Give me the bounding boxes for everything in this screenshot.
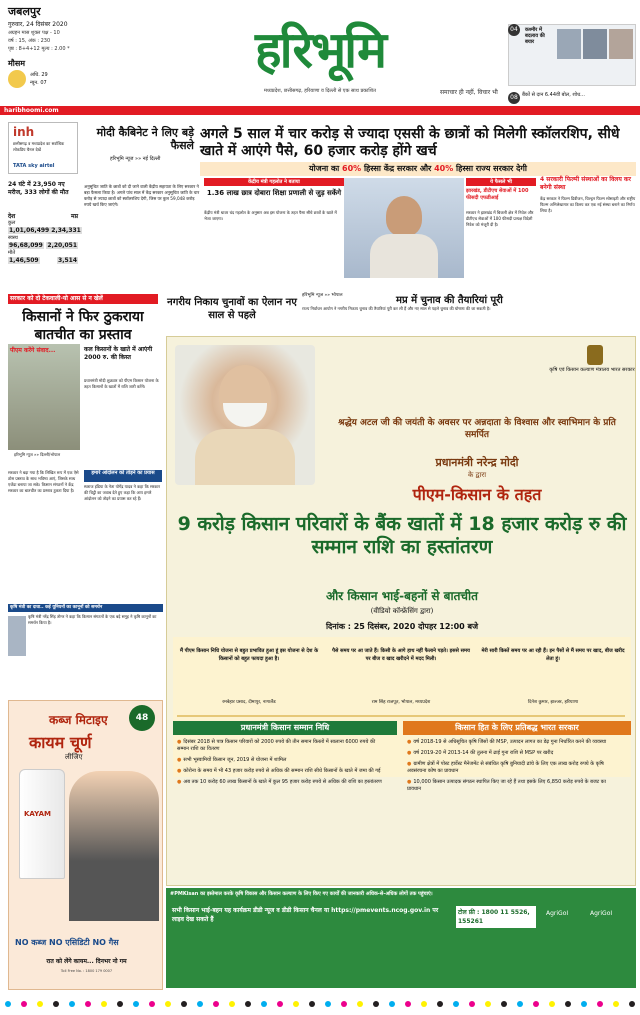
- edition-line: पृष्ठ : 8+4+12 मूल्य : 2.00 *: [8, 46, 70, 52]
- inh-logo: inh: [13, 125, 35, 139]
- ear-photo: [583, 29, 607, 59]
- kayam-footer: रात को लेंगे कायम... दिनभर नो गम: [46, 958, 127, 965]
- social-handle[interactable]: AgriGoI: [546, 910, 569, 917]
- covid-value: 2,20,051: [47, 242, 77, 249]
- ear-page-number: 08: [508, 92, 520, 104]
- farmers-body2: स्वराज इंडिया के नेता योगेंद्र यादव ने कहा कि सरकार की चिट्ठी का जवाब देते हुए कहा कि आप हमारे आंदोलन को तोड़ने का प्रयास कर रहे हैं।: [84, 484, 161, 501]
- registration-dot: [213, 1001, 219, 1007]
- registration-marks: [0, 994, 640, 1014]
- toll-free: टोल फ्री : 1800 11 5526, 155261: [456, 906, 536, 928]
- registration-dot: [101, 1001, 107, 1007]
- registration-dot: [21, 1001, 27, 1007]
- registration-dot: [117, 1001, 123, 1007]
- krishi-body: कृषि मंत्री नरेंद्र सिंह तोमर ने कहा कि किसान संगठनों के एक बड़े समूह ने कृषि कानूनों का समर्थन किया है।: [28, 614, 157, 625]
- mp-headline[interactable]: मप्र में चुनाव की तैयारियां पूरी: [396, 295, 503, 306]
- ad-occasion: श्रद्धेय अटल जी की जयंती के अवसर पर अन्नदाता के विश्वास और स्वाभिमान के प्रति समर्पित: [338, 418, 616, 440]
- film-body: केंद्र सरकार ने फिल्म डिवीजन, चिल्ड्रन फिल्म सोसाइटी और राष्ट्रीय फिल्म अभिलेखागार का विलय कर एक नई संस्था बनाने का निर्णय लिया है।: [540, 196, 636, 213]
- lead-kicker[interactable]: मोदी कैबिनेट ने लिए बड़े फैसले: [96, 126, 194, 152]
- testimonial-quote: मेरी सारी किस्तें समय पर आ रही हैं। इन पैसों से मैं समय पर खाद, बीज खरीद लेता हूं।: [481, 648, 625, 662]
- covid-value: 3,514: [58, 257, 77, 264]
- pm-kisan-ad[interactable]: [166, 336, 636, 886]
- farmers-kicker: सरकार को दो टेकवाली-यो आस से न खेलें: [8, 294, 158, 304]
- ad-date: दिनांक : 25 दिसंबर, 2020 दोपहर 12:00 बजे: [325, 622, 479, 631]
- registration-dot: [405, 1001, 411, 1007]
- registration-dot: [245, 1001, 251, 1007]
- registration-dot: [5, 1001, 11, 1007]
- lead-headline[interactable]: अगले 5 साल में चार करोड़ से ज्यादा एससी के छात्रों को मिलेगी स्कॉलरशिप, सीधे खाते में आएंगे पैसे, 60 हजार करोड़ होंगे खर्च: [200, 126, 620, 159]
- ad-footer: [166, 900, 636, 988]
- municipal-headline[interactable]: नगरीय निकाय चुनावों का ऐलान नए साल से पहले: [167, 297, 297, 321]
- registration-dot: [469, 1001, 475, 1007]
- kayam-fine-print: Toll Free No. : 1800 179 0007: [60, 969, 113, 973]
- minister-photo: [344, 178, 464, 278]
- weather-min: न्यून. 07: [30, 80, 47, 86]
- registration-dot: [437, 1001, 443, 1007]
- edition-date: गुरुवार, 24 दिसंबर 2020: [8, 21, 68, 28]
- registration-dot: [485, 1001, 491, 1007]
- ad-scheme: पीएम-किसान के तहत: [412, 485, 542, 504]
- registration-dot: [261, 1001, 267, 1007]
- ministry-name: कृषि एवं किसान कल्याण मंत्रालय भारत सरकार: [549, 367, 635, 373]
- person-head: [386, 196, 422, 236]
- lead-body: अनुसूचित जाति के छात्रों को दी जाने वाली केंद्रीय सहायता के लिए सरकार ने बड़ा फैसला किया है। अगले पांच साल में केंद्र सरकार अनुसूचित जाति के चार करोड़ से ज्यादा छात्रों को स्कॉलरशिप देगी, जिस पर कुल 59,048 करोड़ रुपये खर्च किए जाएंगे।: [84, 184, 200, 207]
- pm-photo: [175, 345, 315, 485]
- covid-col-mp: मप्र: [70, 213, 78, 220]
- registration-dot: [501, 1001, 507, 1007]
- covid-row: कुल 1,01,06,499 2,34,331: [8, 220, 81, 234]
- sun-icon: [8, 70, 26, 88]
- kayam-headline: कब्ज मिटाइए: [49, 713, 108, 727]
- kayam-no-line: NO कब्ज NO एसिडिटी NO गैस: [15, 938, 119, 947]
- person-body: [370, 234, 438, 278]
- ear-photo: [557, 29, 581, 59]
- panel-bullet: ● वर्ष 2019-20 में 2013-14 की तुलना में ढाई गुना राशि से MSP पर खरीद: [407, 750, 617, 757]
- ear-page-number: 04: [508, 24, 520, 36]
- ad-vc: (वीडियो कॉन्फ्रेंसिंग द्वारा): [370, 607, 434, 615]
- krishi-bar: कृषि मंत्री का दावा.. कई यूनियनों का कानूनों को समर्थन: [8, 604, 163, 612]
- ad-footer-text: सभी किसान भाई-बहन यह कार्यक्रम डीडी न्यूज व डीडी किसान चैनल या https://pmevents.ncog.gov.in पर लाइव देख सकते हैं: [172, 907, 439, 923]
- registration-dot: [69, 1001, 75, 1007]
- lead-credit: हरिभूमि न्यूज »» नई दिल्ली: [110, 156, 161, 162]
- registration-dot: [389, 1001, 395, 1007]
- kayam-badge: 48: [129, 705, 155, 731]
- registration-dot: [53, 1001, 59, 1007]
- film-headline[interactable]: 4 सरकारी फिल्मी संस्थाओं का विलय कर बनेगी संस्था: [540, 176, 631, 191]
- covid-value: 2,34,331: [51, 227, 81, 234]
- covid-col-country: देश: [8, 213, 16, 220]
- covid-headline: 24 घंटे में 23,950 नए मरीज, 333 लोगों की मौत: [8, 181, 69, 196]
- logo-tagline: मध्यप्रदेश, छत्तीसगढ़, हरियाणा व दिल्ली से एक साथ प्रकाशित: [264, 88, 376, 94]
- registration-dot: [533, 1001, 539, 1007]
- beard: [223, 403, 267, 427]
- ear-panel: [508, 24, 636, 86]
- hashtag-bar: #PMKisan का इस्तेमाल करके कृषि विकास और किसान कल्याण के लिए किए गए कार्यों की जानकारी अधिक-से-अधिक लोगों तक पहुंचाएं।: [166, 888, 636, 900]
- registration-dot: [149, 1001, 155, 1007]
- covid-row: मौतें 1,46,509 3,514: [8, 250, 77, 264]
- lead-photo-header: केंद्रीय मंत्री गहलोत ने बताया: [204, 178, 344, 186]
- registration-dot: [85, 1001, 91, 1007]
- ear-photo: [609, 29, 633, 59]
- registration-dot: [453, 1001, 459, 1007]
- ear-bottom-text: बैंकों से दान 6.44वीं बोल, शोध...: [522, 92, 585, 98]
- edition-city: जबलपुर: [8, 5, 41, 18]
- ad-main-message: 9 करोड़ किसान परिवारों के बैंक खातों में 18 हजार करोड़ रु की सम्मान राशि का हस्तांतरण: [177, 513, 627, 558]
- farmers-photo: [8, 344, 80, 450]
- panel-bullet: ● 10,000 किसान उत्पादक संगठन स्थापित किए जा रहे हैं तथा इसके लिए 6,850 करोड़ रुपये के बजट का प्रावधान: [407, 779, 617, 793]
- site-url[interactable]: haribhoomi.com: [4, 107, 59, 114]
- slogan: समाचार ही नहीं, विचार भी: [440, 89, 498, 96]
- lead-subhead[interactable]: 1.36 लाख छात्र दोबारा शिक्षा प्रणाली से जुड़ सकेंगे: [206, 189, 342, 197]
- registration-dot: [181, 1001, 187, 1007]
- testimonial-name: राम सिंह राजपूत, भोपाल, मध्यप्रदेश: [371, 700, 431, 705]
- panel-right-header: किसान हित के लिए प्रतिबद्ध भारत सरकार: [403, 721, 631, 735]
- model-photo: [69, 771, 159, 921]
- registration-dot: [309, 1001, 315, 1007]
- covid-row: स्वस्थ 96,68,099 2,20,051: [8, 235, 77, 249]
- testimonial-name: रमबेहार प्रसाद, दीमापुर, नागालैंड: [222, 700, 276, 705]
- panel-bullet: ● दिसंबर 2018 से पात्र किसान परिवारों को 2000 रुपये की तीन समान किस्तों में सालाना 6000 रुपये की सम्मान राशि का वितरण: [177, 739, 387, 753]
- panel-bullet: ● अब तक 10 करोड़ 60 लाख किसानों के खाते में कुल 95 हजार करोड़ रुपये से अधिक की राशि का हस्तांतरण: [177, 779, 387, 786]
- panel-left: [177, 739, 387, 786]
- kayam-cta: लीजिए: [65, 753, 83, 761]
- testimonial-name: दिनेश कुमार, झज्जर, हरियाणा: [527, 700, 579, 705]
- dth-brands: TATA sky airtel: [13, 163, 55, 169]
- panel-left-header: प्रधानमंत्री किसान सम्मान निधि: [173, 721, 397, 735]
- registration-dot: [629, 1001, 635, 1007]
- registration-dot: [165, 1001, 171, 1007]
- ear-label: कश्मीर में बदलाव की बयार: [525, 27, 545, 45]
- edition-line: अग्रहन मास शुक्ल पक्ष - 10: [8, 30, 60, 36]
- registration-dot: [549, 1001, 555, 1007]
- edition-line: वर्ष : 15, अंक : 230: [8, 38, 51, 44]
- farmers-headline[interactable]: किसानों ने फिर ठुकराया बातचीत का प्रस्ताव: [22, 309, 144, 343]
- divider: [177, 715, 625, 717]
- inh-text: छत्तीसगढ़ व मध्यप्रदेश का सर्वाधिक लोकप्रिय चैनल देखें: [13, 141, 65, 152]
- brand-bar: [0, 106, 640, 115]
- registration-dot: [613, 1001, 619, 1007]
- testimonial-quote: पैसे समय पर आ जाते हैं। किसी के आगे हाथ नहीं फैलाने पड़ते। इससे समय पर बीज व खाद खरीदने में मदद मिली।: [332, 648, 470, 662]
- kayam-brand: कायम चूर्ण: [29, 733, 92, 752]
- registration-dot: [581, 1001, 587, 1007]
- farmers-body: सरकार ने बड़ा गया है कि लिखित रूप में एक ऐसे ठोस प्रस्ताव के साथ भविष्य आएं, जिसके साथ एजेंडा बनाया जा सके। किसान संगठनों ने केंद्र सरकार का बातचीत का प्रस्ताव ठुकरा दिया है।: [8, 470, 79, 493]
- registration-dot: [597, 1001, 603, 1007]
- lead-sub-body: केंद्रीय मंत्री थावर चंद गहलोत के अनुसार अब इस योजना के तहत पैसा सीधे छात्रों के खाते में भेजा जाएगा।: [204, 210, 337, 221]
- ad-pm-name: प्रधानमंत्री नरेन्द्र मोदी: [435, 456, 519, 469]
- registration-dot: [373, 1001, 379, 1007]
- registration-dot: [565, 1001, 571, 1007]
- registration-dot: [325, 1001, 331, 1007]
- inh-ad[interactable]: [8, 122, 78, 174]
- covid-value: 1,46,509: [9, 257, 39, 264]
- covid-value: 1,01,06,499: [9, 227, 50, 234]
- weather-max: अधि. 29: [30, 72, 48, 78]
- bottle-label: KAYAM: [24, 810, 51, 818]
- registration-dot: [341, 1001, 347, 1007]
- newspaper-logo: हरिभूमि: [255, 20, 385, 79]
- covid-value: 96,68,099: [9, 242, 43, 249]
- farmers-subhead: हमारे आंदोलन को तोड़ने का प्रयास: [84, 470, 162, 482]
- registration-dot: [133, 1001, 139, 1007]
- installment-headline[interactable]: कल किसानों के खाते में आएंगी 2000 रु. की किस्त: [84, 346, 153, 361]
- registration-dot: [421, 1001, 427, 1007]
- mp-body: राज्य निर्वाचन आयोग ने नगरीय निकाय चुनाव की तैयारियां पूरी कर ली हैं और नए साल से पहले चुनाव की घोषणा की जा सकती है।: [302, 306, 491, 311]
- side-body: सरकार ने झारखंड में बिजली क्षेत्र में निवेश और डीटीएच सेवाओं में 100 फीसदी प्रत्यक्ष विदेशी निवेश को मंजूरी दी है।: [466, 210, 534, 227]
- registration-dot: [37, 1001, 43, 1007]
- weather-label: मौसम: [8, 59, 26, 68]
- lead-strip: योजना का 60% हिस्सा केंद्र सरकार और 40% हिस्सा राज्य सरकार देगी: [200, 162, 636, 176]
- registration-dot: [293, 1001, 299, 1007]
- panel-bullet: ● ग्रामीण क्षेत्रों में पोस्ट हार्वेस्ट मैनेजमेंट से संबंधित कृषि बुनियादी ढांचे के लिए एक लाख करोड़ रुपये के कृषि अवसंरचना कोष का प्रावधान: [407, 761, 617, 775]
- emblem-icon: [587, 345, 603, 365]
- farmers-credit: हरिभूमि न्यूज »» दिल्ली/भोपाल: [14, 452, 61, 457]
- installment-body: प्रधानमंत्री मोदी शुक्रवार को पीएम किसान योजना के तहत किसानों के खातों में राशि जारी करेंगे।: [84, 378, 159, 389]
- side-headline[interactable]: झारखंड, डीटीएच सेवाओं में 100 फीसदी एफडीआई: [466, 188, 529, 201]
- social-handle[interactable]: AgriGoI: [590, 910, 613, 917]
- registration-dot: [229, 1001, 235, 1007]
- covid-table: [8, 212, 81, 265]
- panel-bullet: ● कोरोना के समय में भी 43 हजार करोड़ रुपये से अधिक की सम्मान राशि सीधे किसानों के खाते में जमा की गई: [177, 768, 387, 775]
- panel-bullet: ● सभी भूस्वामियों किसान जून, 2019 से योजना में शामिल: [177, 757, 387, 764]
- registration-dot: [517, 1001, 523, 1007]
- registration-dot: [197, 1001, 203, 1007]
- testimonial-quote: मैं पीएम किसान निधि योजना से बहुत प्रभावित हुआ हूं इस योजना से देश के किसानों को बहुत फायदा हुआ है।: [179, 648, 319, 662]
- registration-dot: [277, 1001, 283, 1007]
- registration-dot: [357, 1001, 363, 1007]
- pm-samvad-label: पीएम करेंगे संवाद...: [10, 347, 56, 354]
- side-header: ये फैसले भी: [466, 178, 536, 186]
- municipal-credit: हरिभूमि न्यूज »» भोपाल: [302, 293, 343, 298]
- minister-photo: [8, 616, 26, 656]
- person-body: [195, 429, 295, 485]
- ad-dwara: के द्वारा: [467, 471, 487, 479]
- panel-right: [407, 739, 617, 793]
- bottle-icon: [19, 769, 65, 879]
- ad-samvad: और किसान भाई-बहनों से बातचीत: [326, 589, 478, 603]
- panel-bullet: ● वर्ष 2018-19 से अधिसूचित कृषि जिंसों की MSP, उत्पादन लागत का डेढ़ गुना निर्धारित करने की व्यवस्था: [407, 739, 617, 746]
- kayam-ad[interactable]: [8, 700, 163, 990]
